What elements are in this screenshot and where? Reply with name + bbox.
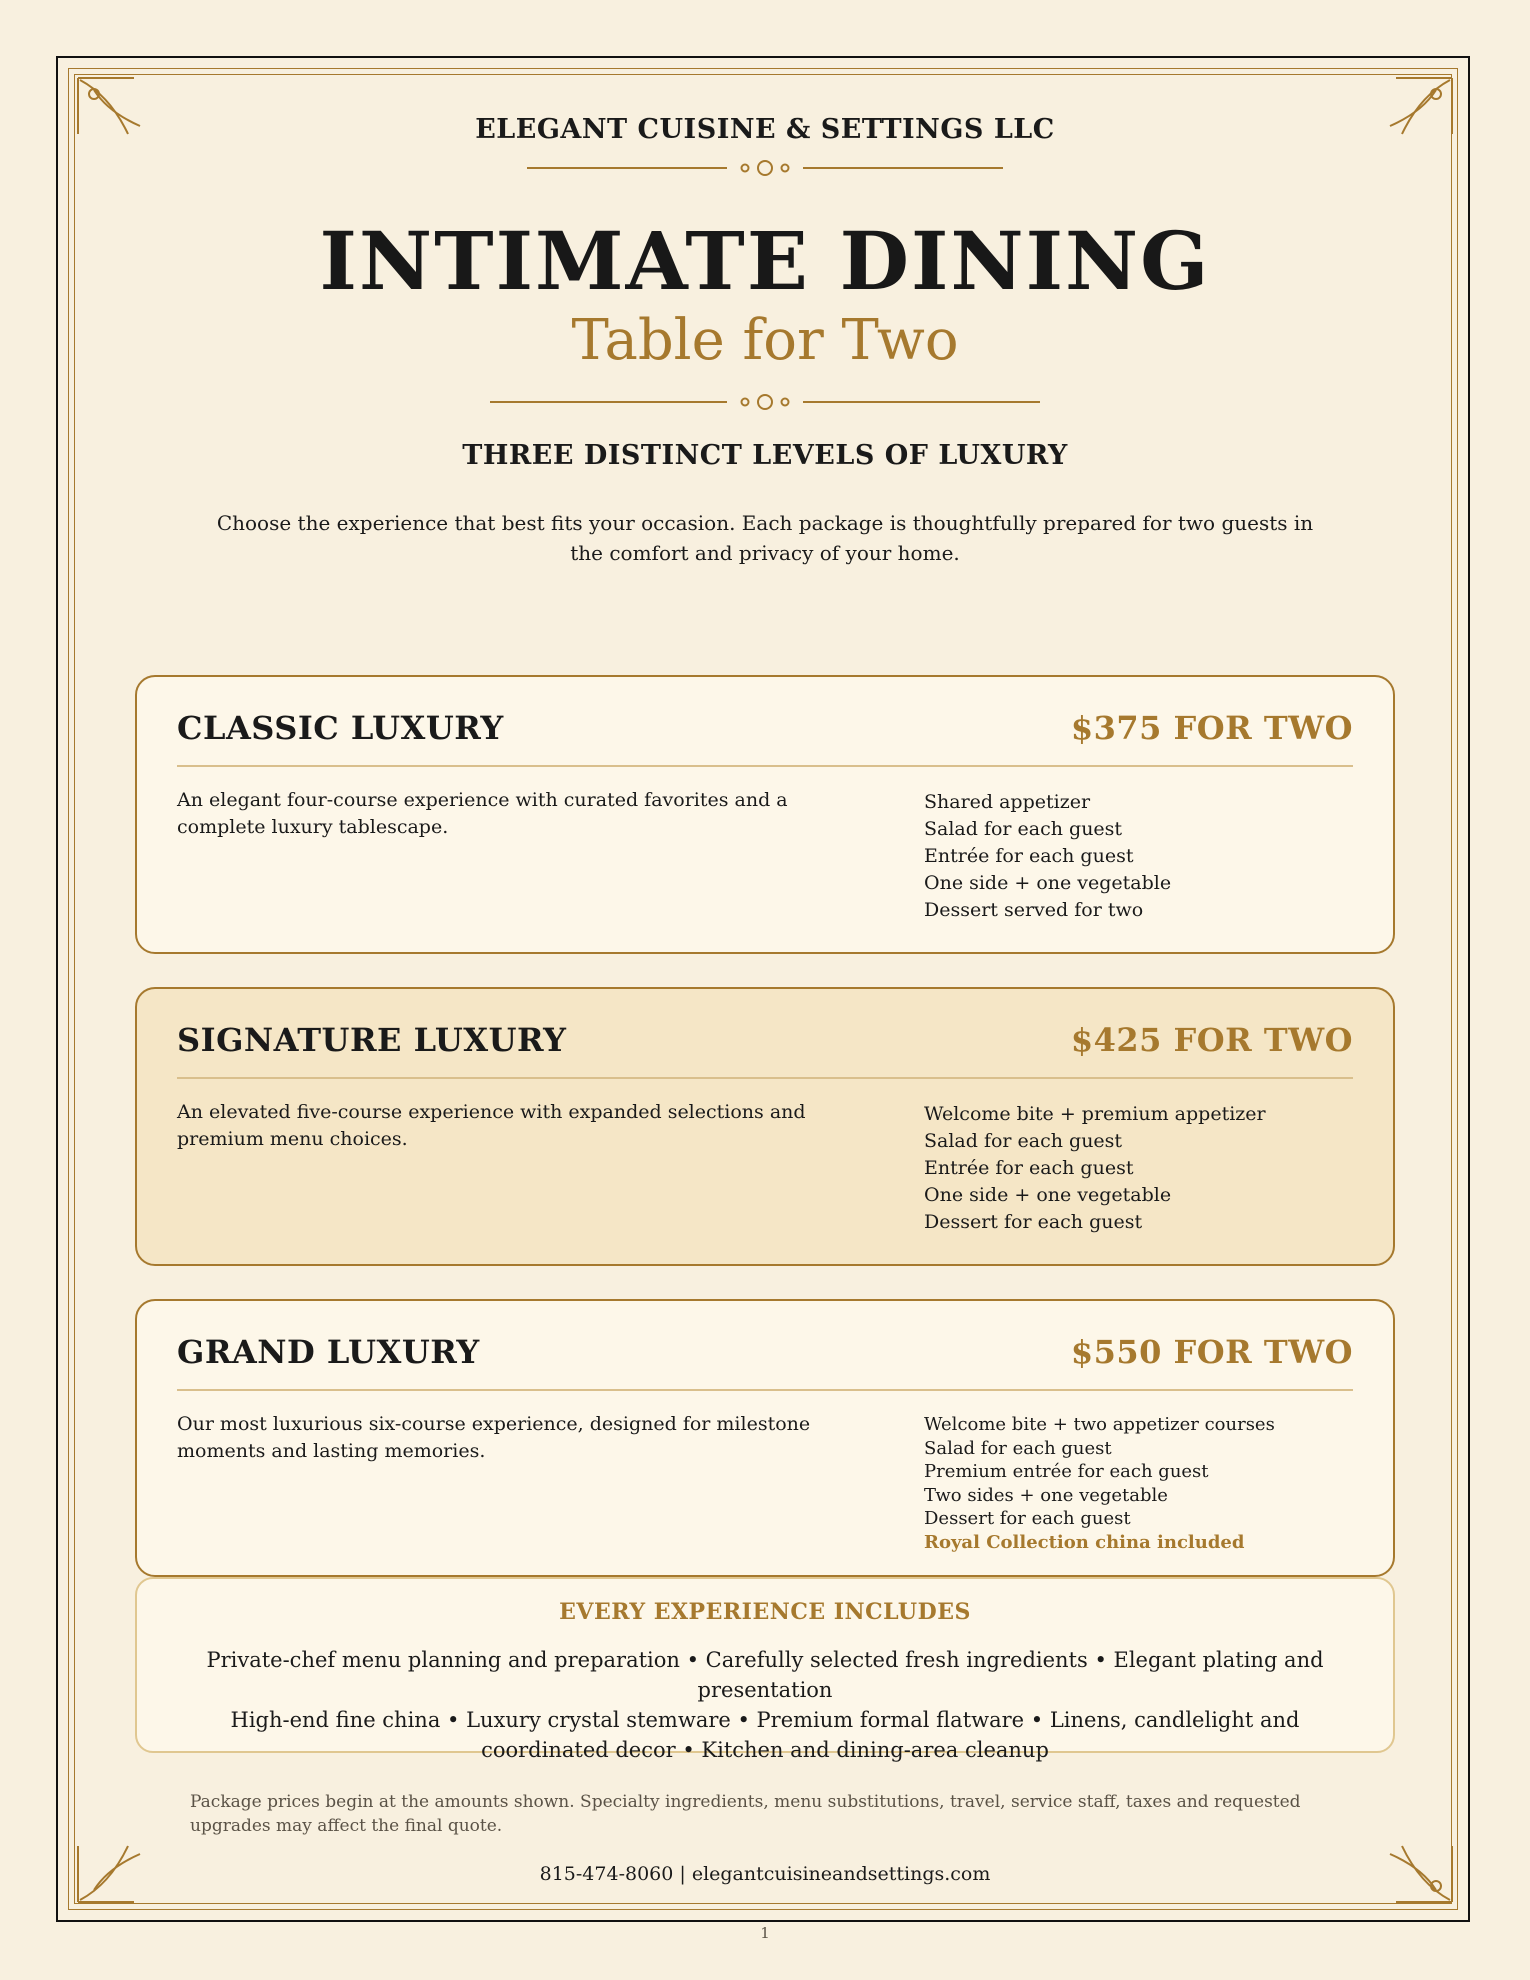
list-item: Welcome bite + premium appetizer	[924, 1103, 1266, 1125]
includes-line: Private-chef menu planning and preparation • Carefully selected fresh ingredients • Elegant plating and presentation	[206, 1648, 1324, 1702]
includes-title: EVERY EXPERIENCE INCLUDES	[559, 1599, 971, 1625]
list-item: Dessert for each guest	[924, 1508, 1131, 1529]
package-description: An elegant four-course experience with curated favorites and a complete luxury tablescape.	[177, 789, 788, 838]
list-item: Welcome bite + two appetizer courses	[924, 1414, 1275, 1435]
list-item: Dessert served for two	[924, 899, 1144, 921]
package-divider	[177, 1389, 1353, 1391]
page-subtitle: Table for Two	[571, 308, 959, 373]
list-item: Two sides + one vegetable	[924, 1484, 1168, 1506]
package-course-list	[924, 789, 1364, 924]
package-name: CLASSIC LUXURY	[177, 709, 504, 747]
list-item: Salad for each guest	[924, 818, 1123, 840]
package-name: GRAND LUXURY	[177, 1333, 480, 1371]
list-item: Entrée for each guest	[924, 1157, 1134, 1179]
package-description: An elevated five-course experience with expanded selections and premium menu choices.	[177, 1101, 806, 1150]
package-description: Our most luxurious six-course experience, designed for milestone moments and lasting memories.	[177, 1413, 811, 1462]
contact-info: 815-474-8060 | elegantcuisineandsettings.com	[539, 1863, 991, 1885]
list-item: Dessert for each guest	[924, 1211, 1143, 1233]
company-name: ELEGANT CUISINE & SETTINGS LLC	[475, 114, 1055, 145]
list-item: Salad for each guest	[924, 1130, 1123, 1152]
package-divider	[177, 1077, 1353, 1079]
package-card-classic	[135, 675, 1395, 954]
list-item: One side + one vegetable	[924, 872, 1172, 894]
ornamental-divider-icon	[0, 392, 1530, 412]
package-divider	[177, 765, 1353, 767]
package-name: SIGNATURE LUXURY	[177, 1021, 567, 1059]
includes-line: High-end fine china • Luxury crystal stemware • Premium formal flatware • Linens, candlelight and coordinated decor • Kitchen and dining-area cleanup	[230, 1708, 1300, 1762]
list-item: Shared appetizer	[924, 791, 1091, 813]
package-price: $425 FOR TWO	[1070, 1021, 1353, 1059]
intro-paragraph: Choose the experience that best fits your occasion. Each package is thoughtfully prepared for two guests in the comfort and privacy of your home.	[216, 511, 1314, 565]
ornamental-divider-icon	[0, 158, 1530, 178]
list-item: One side + one vegetable	[924, 1184, 1172, 1206]
package-card-signature	[135, 987, 1395, 1266]
package-card-grand	[135, 1299, 1395, 1577]
list-item: Salad for each guest	[924, 1437, 1112, 1459]
includes-panel	[135, 1577, 1395, 1762]
package-course-list	[924, 1413, 1364, 1554]
section-heading: THREE DISTINCT LEVELS OF LUXURY	[462, 440, 1068, 471]
package-price: $375 FOR TWO	[1070, 709, 1353, 747]
includes-list	[167, 1645, 1363, 1765]
page-number: 1	[760, 1924, 770, 1942]
page-title: INTIMATE DINING	[319, 214, 1211, 308]
list-item: Entrée for each guest	[924, 845, 1134, 867]
package-course-list	[924, 1101, 1364, 1236]
package-price: $550 FOR TWO	[1070, 1333, 1353, 1371]
fine-print: Package prices begin at the amounts shown. Specialty ingredients, menu substitutions, travel, service staff, taxes and requested upgrades may affect the final quote.	[190, 1792, 1301, 1836]
list-item: Premium entrée for each guest	[924, 1461, 1209, 1482]
package-highlight: Royal Collection china included	[924, 1531, 1245, 1553]
